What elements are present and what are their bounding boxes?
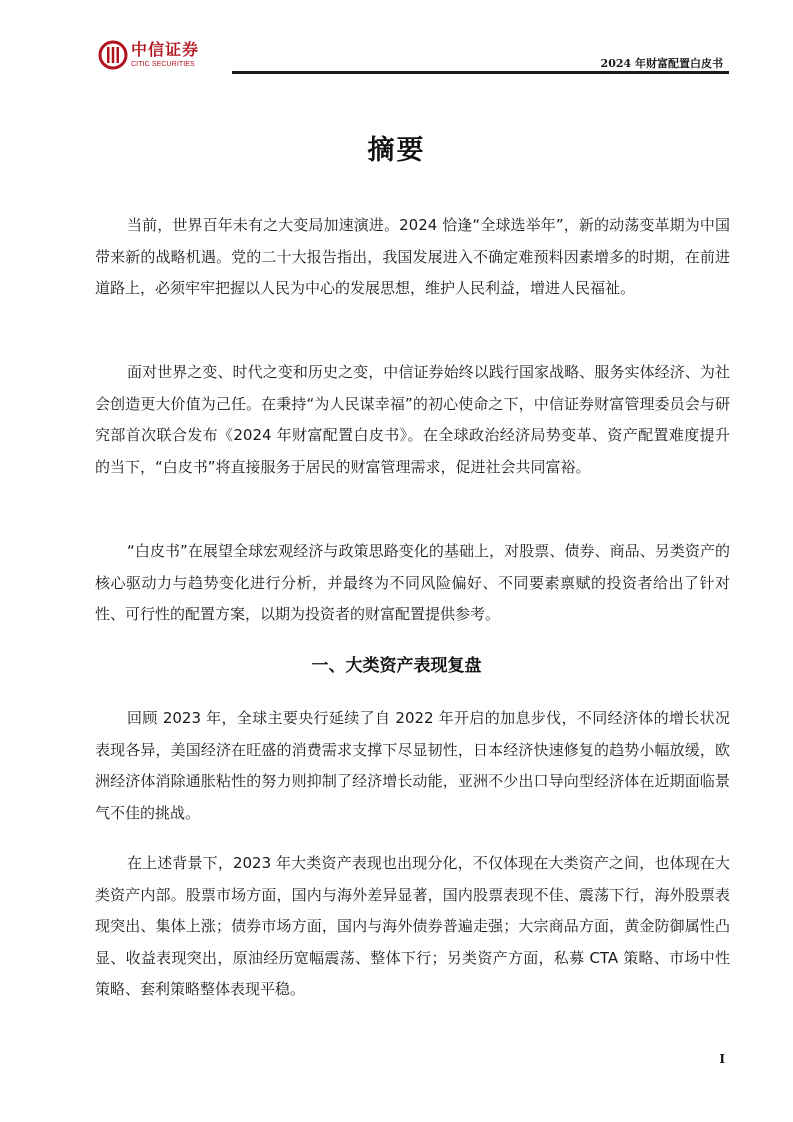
page-title: 摘要	[367, 135, 426, 166]
section-heading: 一、大类资产表现复盘	[311, 656, 482, 676]
summary-paragraph-1: 当前，世界百年未有之大变局加速演进。2024 恰逢“全球选举年”，新的动荡变革期为中国带来新的战略机遇。党的二十大报告指出，我国发展进入不确定难预料因素增多的时期，在前进道路上，必须牢牢把握以人民为中心的发展思想，维护人民利益，增进人民福祉。	[95, 216, 730, 297]
header-divider	[232, 71, 729, 74]
section-paragraph-1: 回顾 2023 年，全球主要央行延续了自 2022 年开启的加息步伐，不同经济体的增长状况表现各异，美国经济在旺盛的消费需求支撑下尽显韧性，日本经济快速修复的趋势小幅放缓，欧洲经济体消除通胀粘性的努力则抑制了经济增长动能，亚洲不少出口导向型经济体在近期面临景气不佳的挑战。	[95, 709, 730, 822]
logo-english-name: CITIC SECURITIES	[131, 61, 195, 68]
page-number: I	[719, 1052, 725, 1066]
section-paragraph-2: 在上述背景下，2023 年大类资产表现也出现分化，不仅体现在大类资产之间，也体现在大类资产内部。股票市场方面，国内与海外差异显著，国内股票表现不佳、震荡下行，海外股票表现突出、集体上涨；债券市场方面，国内与海外债券普遍走强；大宗商品方面，黄金防御属性凸显、收益表现突出，原油经历宽幅震荡、整体下行；另类资产方面，私募 CTA 策略、市场中性策略、套利策略整体表现平稳。	[95, 854, 730, 998]
summary-paragraph-2: 面对世界之变、时代之变和历史之变，中信证券始终以践行国家战略、服务实体经济、为社会创造更大价值为己任。在秉持“为人民谋幸福”的初心使命之下，中信证券财富管理委员会与研究部首次联合发布《2024 年财富配置白皮书》。在全球政治经济局势变革、资产配置难度提升的当下，“白皮书”将直接服务于居民的财富管理需求，促进社会共同富裕。	[95, 363, 730, 476]
document-header-title: 2024 年财富配置白皮书	[600, 57, 723, 70]
citic-logo	[98, 40, 199, 70]
logo-chinese-name: 中信证券	[131, 40, 200, 59]
summary-paragraph-3: “白皮书”在展望全球宏观经济与政策思路变化的基础上，对股票、债券、商品、另类资产的核心驱动力与趋势变化进行分析，并最终为不同风险偏好、不同要素禀赋的投资者给出了针对性、可行性的配置方案，以期为投资者的财富配置提供参考。	[95, 542, 730, 623]
page-header	[0, 0, 793, 80]
citic-logo-icon	[98, 40, 128, 70]
